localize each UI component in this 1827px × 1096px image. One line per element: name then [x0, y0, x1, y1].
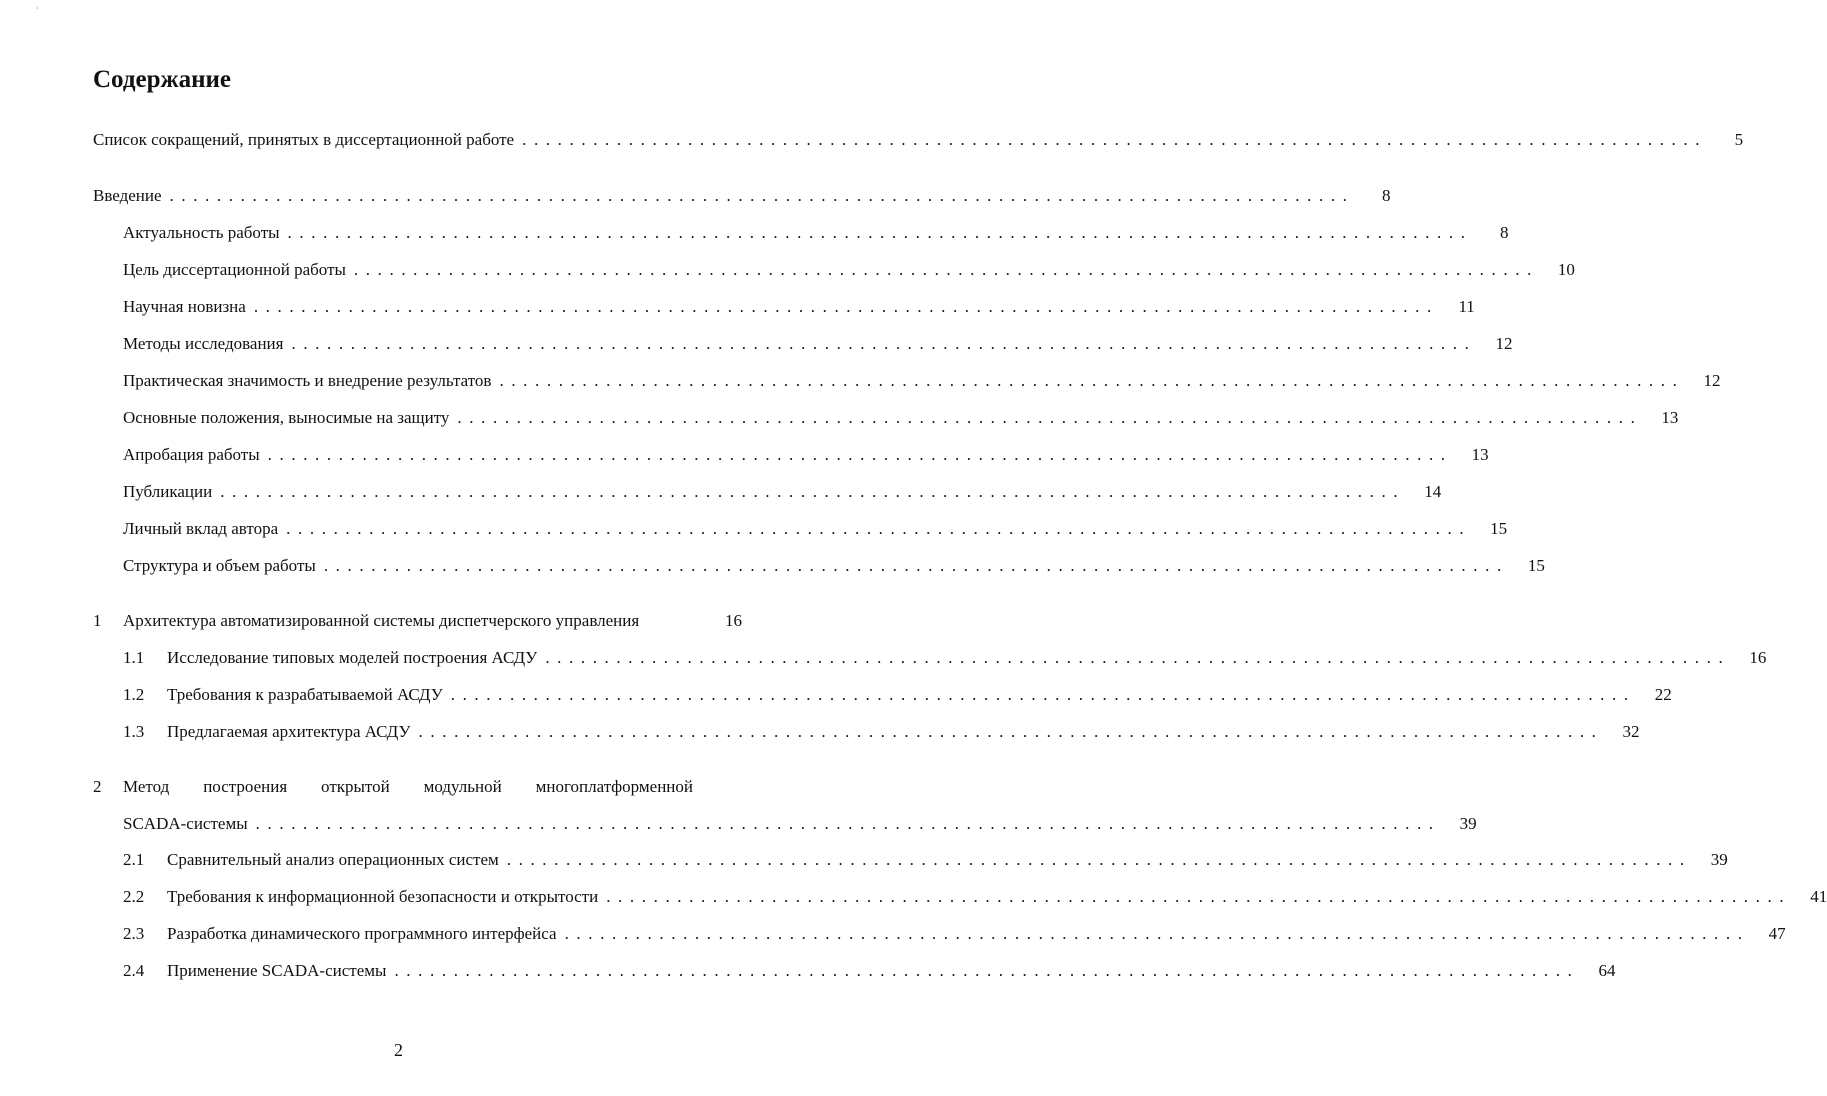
section-page: 22	[1654, 685, 1672, 704]
dot-leader: ....................................................................................................	[450, 685, 1636, 704]
section-number: 2.4	[123, 961, 145, 980]
toc-subentry[interactable]	[123, 369, 1721, 393]
toc-subentry[interactable]	[123, 480, 1442, 504]
page-title: Содержание	[93, 66, 232, 93]
section-number: 2.3	[123, 924, 145, 943]
chapter-label-word: открытой	[321, 777, 390, 796]
toc-entry-label: Список сокращений, принятых в диссертационной работе	[93, 130, 515, 149]
toc-subentry[interactable]	[123, 221, 1509, 245]
toc-entry-label: Структура и объем работы	[123, 556, 316, 575]
toc-subentry[interactable]	[123, 332, 1513, 356]
toc-section[interactable]	[123, 683, 1672, 707]
toc-entry-label: Методы исследования	[123, 334, 284, 353]
toc-subentry[interactable]	[123, 258, 1575, 282]
chapter-number: 1	[93, 611, 102, 630]
chapter-page: 16	[725, 611, 742, 630]
toc-entry-page: 12	[1703, 371, 1721, 390]
section-label: Разработка динамического программного интерфейса	[167, 924, 557, 943]
toc-chapter-2-heading[interactable]	[123, 775, 693, 799]
dot-leader: ....................................................................................................	[506, 850, 1692, 869]
toc-entry-page: 15	[1490, 519, 1508, 538]
chapter-label-word: многоплатформенной	[535, 777, 693, 796]
toc-entry-label: Практическая значимость и внедрение результатов	[123, 371, 492, 390]
toc-entry-label: Апробация работы	[123, 445, 260, 464]
section-label: Сравнительный анализ операционных систем	[167, 850, 499, 869]
scan-speck: ·	[36, 4, 39, 13]
section-number: 1.1	[123, 648, 145, 667]
toc-entry-label: Личный вклад автора	[123, 519, 279, 538]
toc-entry-label: Научная новизна	[123, 297, 246, 316]
section-label: Исследование типовых моделей построения АСДУ	[167, 648, 538, 667]
dot-leader: ....................................................................................................	[522, 130, 1708, 149]
section-page: 39	[1710, 850, 1728, 869]
section-page: 47	[1768, 924, 1786, 943]
section-number: 1.2	[123, 685, 145, 704]
toc-subentry[interactable]	[123, 295, 1475, 319]
chapter-page: 39	[1459, 814, 1477, 833]
dot-leader: ....................................................................................................	[220, 482, 1406, 501]
toc-entry-page: 13	[1471, 445, 1489, 464]
toc-entry-page: 8	[1500, 223, 1509, 242]
toc-entry-label: Введение	[93, 186, 162, 205]
dot-leader: ....................................................................................................	[499, 371, 1685, 390]
toc-section[interactable]	[123, 885, 1827, 909]
toc-entry-page: 14	[1424, 482, 1442, 501]
dot-leader: ....................................................................................................	[169, 186, 1355, 205]
toc-entry-page: 15	[1527, 556, 1545, 575]
section-label: Требования к разрабатываемой АСДУ	[167, 685, 443, 704]
dot-leader: ....................................................................................................	[353, 260, 1539, 279]
page-number: 2	[394, 1040, 403, 1060]
toc-entry-abbreviations[interactable]	[93, 128, 1744, 152]
chapter-label-continuation: SCADA-системы	[123, 814, 248, 833]
dot-leader: ....................................................................................................	[394, 961, 1580, 980]
toc-subentry[interactable]	[123, 554, 1545, 578]
toc-entry-page: 12	[1495, 334, 1513, 353]
toc-entry-label: Основные положения, выносимые на защиту	[123, 408, 450, 427]
toc-chapter-1[interactable]	[93, 609, 742, 633]
section-label: Предлагаемая архитектура АСДУ	[167, 722, 411, 741]
section-number: 2.1	[123, 850, 145, 869]
toc-chapter-2-number	[93, 775, 123, 799]
section-page: 64	[1598, 961, 1616, 980]
dot-leader: ....................................................................................................	[606, 887, 1792, 906]
dot-leader: ....................................................................................................	[255, 814, 1441, 833]
toc-section[interactable]	[123, 720, 1640, 744]
chapter-label: Архитектура автоматизированной системы диспетчерского управления	[123, 611, 640, 630]
toc-section[interactable]	[123, 646, 1767, 670]
dot-leader: ....................................................................................................	[457, 408, 1643, 427]
section-number: 1.3	[123, 722, 145, 741]
toc-entry-page: 11	[1458, 297, 1475, 316]
chapter-number: 2	[93, 777, 102, 796]
toc-subentry[interactable]	[123, 406, 1679, 430]
toc-entry-label: Актуальность работы	[123, 223, 280, 242]
toc-section[interactable]	[123, 959, 1616, 983]
toc-subentry[interactable]	[123, 517, 1508, 541]
dot-leader: ....................................................................................................	[286, 519, 1472, 538]
chapter-label-word: Метод	[123, 777, 170, 796]
dot-leader: ....................................................................................................	[545, 648, 1731, 667]
dot-leader: ....................................................................................................	[267, 445, 1453, 464]
dot-leader: ....................................................................................................	[418, 722, 1604, 741]
toc-section[interactable]	[123, 922, 1786, 946]
toc-entry-intro[interactable]	[93, 184, 1391, 208]
chapter-label-word: построения	[203, 777, 288, 796]
dot-leader: ....................................................................................................	[287, 223, 1473, 242]
dot-leader: ....................................................................................................	[323, 556, 1509, 575]
toc-entry-page: 10	[1557, 260, 1575, 279]
toc-subentry[interactable]	[123, 443, 1489, 467]
section-page: 32	[1622, 722, 1640, 741]
section-number: 2.2	[123, 887, 145, 906]
section-label: Применение SCADA-системы	[167, 961, 387, 980]
toc-chapter-2-continuation[interactable]	[123, 812, 1477, 836]
section-page: 41	[1810, 887, 1827, 906]
toc-section[interactable]	[123, 848, 1728, 872]
section-label: Требования к информационной безопасности и открытости	[167, 887, 599, 906]
toc-entry-label: Публикации	[123, 482, 213, 501]
section-page: 16	[1749, 648, 1767, 667]
toc-entry-page: 13	[1661, 408, 1679, 427]
toc-entry-page: 8	[1382, 186, 1391, 205]
chapter-label-word: модульной	[423, 777, 502, 796]
dot-leader: ....................................................................................................	[564, 924, 1750, 943]
dot-leader: ....................................................................................................	[253, 297, 1439, 316]
dot-leader: ....................................................................................................	[291, 334, 1477, 353]
toc-entry-page: 5	[1734, 130, 1744, 149]
toc-entry-label: Цель диссертационной работы	[123, 260, 346, 279]
